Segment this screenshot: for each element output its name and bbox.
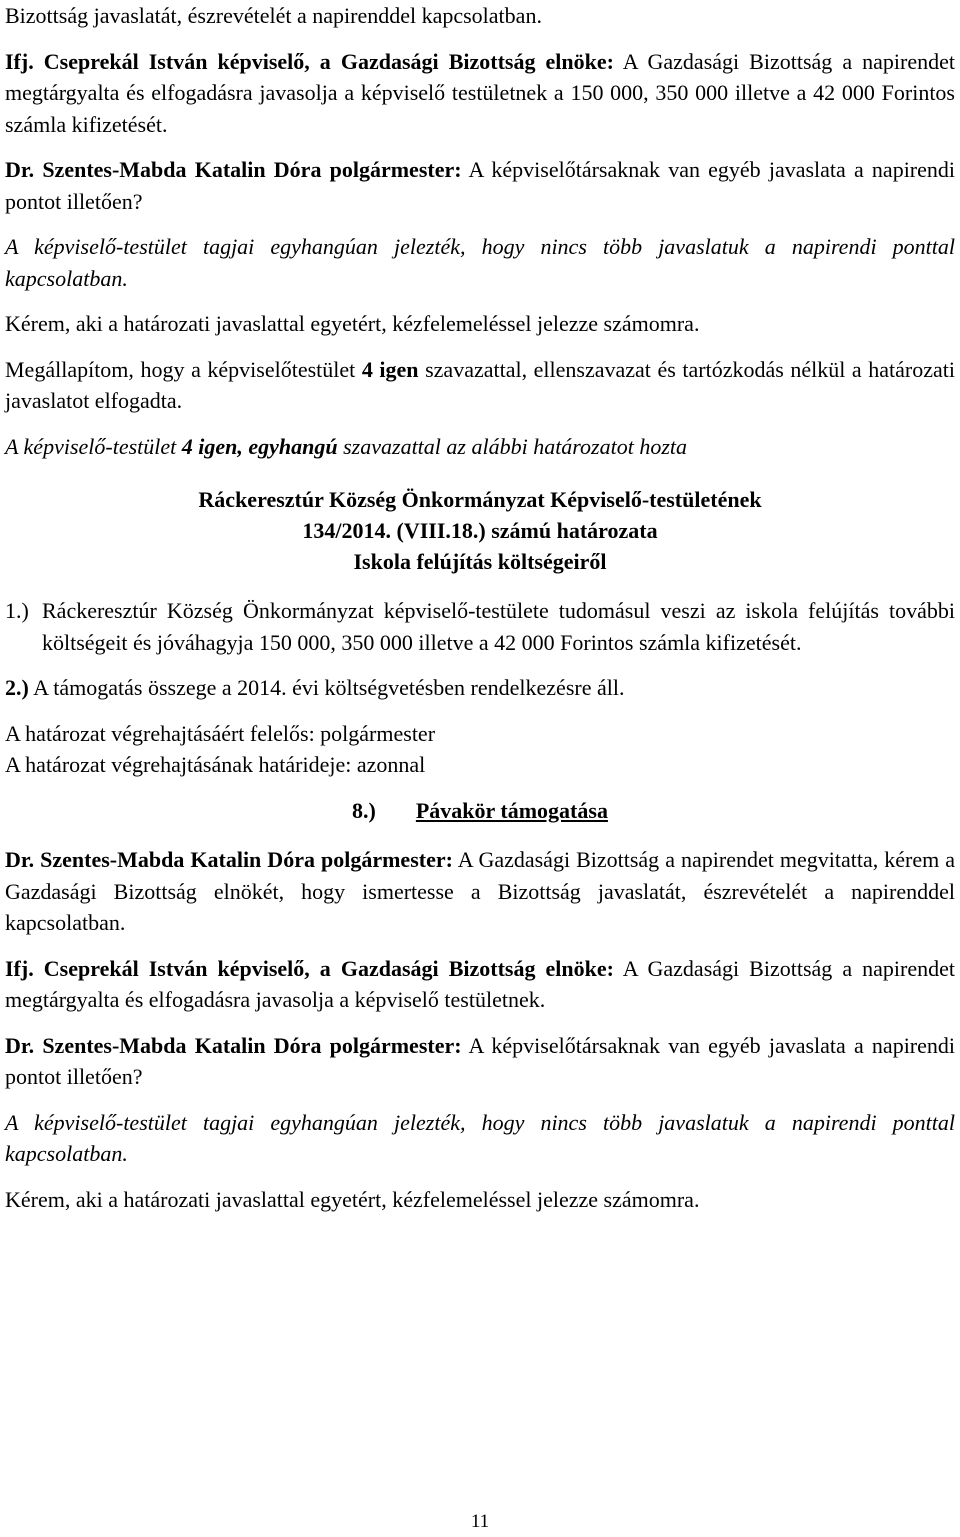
paragraph [5, 844, 955, 939]
resolution-item [5, 672, 955, 704]
paragraph: Kérem, aki a határozati javaslattal egyetért, kézfelemeléssel jelezze számomra. [5, 311, 700, 336]
speech-text: A Gazdasági Bizottság a napirendet megtárgyalta és elfogadásra javasolja a képviselő testületnek a 150 000, 350 000 illetve a 42 000 Forintos számla kifizetését. [5, 48, 955, 137]
item-number: 2.) [5, 675, 29, 700]
speaker-name: Dr. Szentes-Mabda Katalin Dóra polgármester: [5, 157, 462, 182]
vote-count: 4 igen [361, 356, 419, 382]
speaker-name: Ifj. Cseprekál István képviselő, a Gazdasági Bizottság elnöke: [5, 955, 614, 981]
agenda-title: Pávakör támogatása [415, 797, 608, 823]
agenda-heading [5, 795, 955, 827]
speaker-name: Dr. Szentes-Mabda Katalin Dóra polgármester: [5, 847, 453, 872]
resolution-item [5, 595, 955, 658]
item-number: 1.) [5, 598, 29, 623]
document-body [5, 0, 955, 1229]
resolution-heading [5, 484, 955, 577]
speech-text: A képviselőtársaknak van egyéb javaslata a napirendi pontot illetően? [5, 1032, 956, 1089]
text-run: A képviselő-testület [5, 433, 182, 459]
paragraph [5, 431, 955, 463]
speaker-name: Dr. Szentes-Mabda Katalin Dóra polgármester: [5, 1032, 462, 1058]
vote-result: 4 igen, egyhangú [181, 433, 338, 459]
responsible-line: A határozat végrehajtásáért felelős: polgármester [5, 720, 436, 746]
page-number: 11 [470, 1511, 490, 1532]
speech-text: A képviselőtársaknak van egyéb javaslata a napirendi pontot illetően? [5, 157, 956, 214]
deadline-line: A határozat végrehajtásának határideje: azonnal [5, 752, 426, 777]
text-run: Megállapítom, hogy a képviselőtestület [5, 356, 362, 382]
paragraph [5, 1030, 955, 1093]
item-text: Ráckeresztúr Község Önkormányzat képviselő-testülete tudomásul veszi az iskola felújítás további költségeit és jóváhagyja 150 000, 350 000 illetve a 42 000 Forintos számla kifizetését. [42, 598, 955, 655]
speech-text: A Gazdasági Bizottság a napirendet megvitatta, kérem a Gazdasági Bizottság elnökét, hogy ismertesse a Bizottság javaslatát, észrevételét a napirenddel kapcsolatban. [5, 847, 955, 935]
agenda-number: 8.) [352, 797, 376, 823]
text-run: szavazattal, ellenszavazat és tartózkodás nélkül a határozati javaslatot elfogadta. [5, 356, 955, 413]
paragraph [5, 46, 955, 141]
paragraph [5, 354, 955, 417]
resolution-body-name: Ráckeresztúr Község Önkormányzat Képviselő-testületének [198, 487, 762, 512]
speech-text: A Gazdasági Bizottság a napirendet megtárgyalta és elfogadásra javasolja a képviselő testületnek. [5, 955, 955, 1012]
speaker-name: Ifj. Cseprekál István képviselő, a Gazdasági Bizottság elnöke: [5, 48, 614, 74]
resolution-subject: Iskola felújítás költségeiről [353, 549, 607, 574]
resolution-number: 134/2014. (VIII.18.) számú határozata [302, 518, 658, 543]
text-run: szavazattal az alábbi határozatot hozta [337, 433, 688, 459]
item-text: A támogatás összege a 2014. évi költségvetésben rendelkezésre áll. [28, 675, 625, 700]
paragraph: Bizottság javaslatát, észrevételét a napirenddel kapcsolatban. [5, 3, 542, 28]
paragraph: Kérem, aki a határozati javaslattal egyetért, kézfelemeléssel jelezze számomra. [5, 1186, 700, 1212]
paragraph: A képviselő-testület tagjai egyhangúan jelezték, hogy nincs több javaslatuk a napirendi ponttal kapcsolatban. [5, 234, 955, 291]
paragraph [5, 953, 955, 1016]
paragraph [5, 154, 955, 217]
paragraph: A képviselő-testület tagjai egyhangúan jelezték, hogy nincs több javaslatuk a napirendi ponttal kapcsolatban. [5, 1109, 955, 1166]
